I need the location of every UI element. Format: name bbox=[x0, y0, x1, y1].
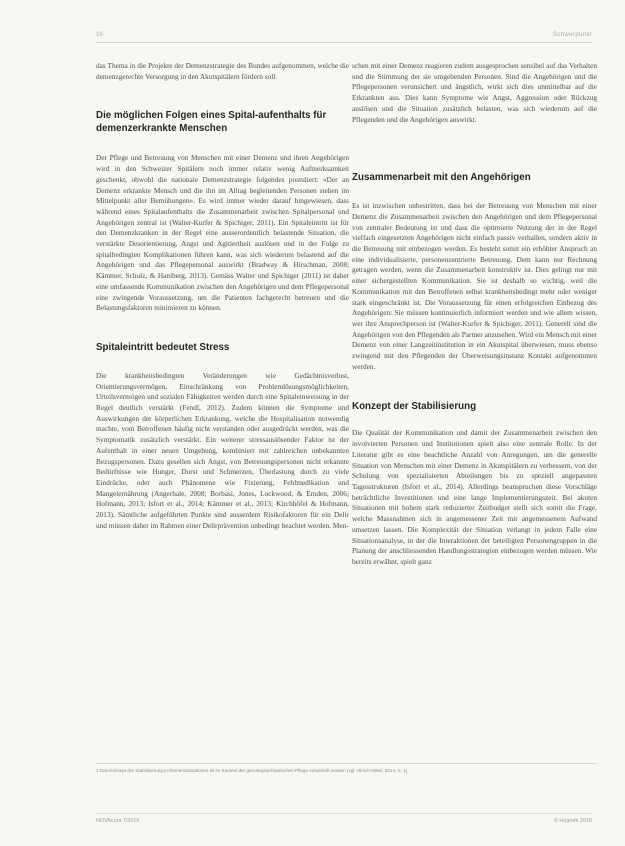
footer-journal: NOVAcura 7/2016 bbox=[96, 818, 140, 824]
heading-stabilisierung: Konzept der Stabilisierung bbox=[352, 401, 477, 413]
page-footer bbox=[96, 813, 592, 824]
paragraph-pflege: Der Pflege und Betreuung von Menschen mit einer Demenz und ihren Angehörigen wird in den Schweizer Spitälern noch immer relativ wenig Aufmerksamkeit geschenkt, obwohl die nationale Demenzstrategie folgendes postuliert: «Der an Demenz erkrankte Mensch und die ihn im Alltag begleitenden Personen stehen im Mittelpunkt aller Bemühungen». Es wird immer wieder darauf hingewiesen, dass während eines Spitalaufenthalts die Zusammenarbeit zwischen Spitalpersonal und Angehörigen zentral ist (Walter-Kurfer & Spichiger, 2011). Ein Spitaleintritt ist für den Demenzkranken in der Regel eine ausserordentlich belastende Situation, die verstärkte Desorientierung, Angst und Agitiertheit auslösen und in der Folge zu spitalbedingten Komplikationen führen kann, was sich wiederum belastend auf die Angehörigen und das Pflegepersonal auswirkt (Bradway & Hirschman, 2008; Kämmer, Schulz, & Haniberg, 2013). Gemäss Walter und Spichiger (2011) ist daher eine umfassende Kommunikation zwischen den Angehörigen und dem Pflegepersonal eine zwingende Voraussetzung, um die Patienten fachgerecht betreuen und die Belastungsfaktoren minimieren zu können. bbox=[96, 153, 349, 313]
intro-paragraph: das Thema in die Projekte der Demenzstrategie des Bundes aufgenommen, welche die demenzgerechte Versorgung in den Akutspitälern fördern soll. bbox=[96, 61, 349, 81]
footer-copyright: © Hogrefe 2016 bbox=[553, 818, 592, 824]
paragraph-continuation: schen mit einer Demenz reagieren zudem ausgesprochen sensibel auf das Verhalten und die Stimmung der sie umgebenden Personen. Sind die Angehörigen und die Pflegepersonen verunsichert und ängstlich, wirkt sich dies unmittelbar auf die Erkrankten aus. Dies kann Symptome wie Angst, Aggression oder Rückzug auslösen und die Situation zusätzlich belasten, was sich wiederum auf die Pflegenden und die Angehörigen auswirkt. bbox=[352, 61, 597, 124]
left-column bbox=[96, 61, 349, 532]
paragraph-zusammenarbeit: Es ist inzwischen unbestritten, dass bei der Betreuung von Menschen mit einer Demenz die Zusammenarbeit zwischen den Angehörigen und dem Pflegepersonal von zentraler Bedeutung ist und dass die optimierte Nutzung der in der Regel vielfach eingesetzten Angehörigen nicht einfach passiv verhallen, sondern aktiv in die Betreuung mit einbezogen werden. Es besteht somit ein erhöhter Anspruch an eine individualisierte, personenzentrierte Betreuung. Dem kann nur Rechnung getragen werden, wenn die Zusammenarbeit konstruktiv ist. Dies gelingt nur mit einer sichergestellten Kommunikation. Sie ist deshalb so wichtig, weil die Kommunikation mit den Betroffenen selbst krankheitsbedingt mehr oder weniger stark eingeschränkt ist. Die Voraussetzung für einen erfolgreichen Einbezug des Angehörigen: Sie müssen kontinuierlich informiert werden und wie allem wissen, wer ihre Ansprechperson ist (Walter-Kurfer & Spichiger, 2011). Generell sind die Angehörigen von den Pflegenden als Partner anzusehen. Wird ein Mensch mit einer Demenz von einer Langzeitinstitution in ein Akutspital überwiesen, muss ebenso zwingend mit den Pflegenden der Überweisungsinstanz Kontakt aufgenommen werden. bbox=[352, 201, 597, 371]
paragraph-stabilisierung: Die Qualität der Kommunikation und damit der Zusammenarbeit zwischen den involvierten Personen und Institutionen spielt also eine zentrale Rolle. In der Literatur gibt es eine beachtliche Anzahl von Anregungen, um die generelle Situation von Menschen mit einer Demenz in Akutspitälern zu verbessern, von der Schulung von spezialisierten Abteilungen bis zu speziell angepassten Tagesstrukturen (Isfort et al., 2014). Allerdings beanspruchen diese Vorschläge beträchtliche Investitionen und eine lange Implementierungszeit. Bei akuten Situationen mit hohem stark reduzierter Zeitbudget stellt sich somit die Frage, welche Massnahmen sich in angemessener Zeit mit angemessenem Aufwand umsetzen lassen. Die Komplexität der Situation verlangt in jedem Falle eine Situationsanalyse, in der die Interaktionen der beteiligten Personengruppen in die Planung der anschliessenden Handlungsstrategien einbezogen werden müssen. Wie bereits erwähnt, spielt ganz bbox=[352, 428, 597, 566]
paragraph-veraenderungen: Die krankheitsbedingten Veränderungen wie Gedächtnisverlust, Orientierungsvermögen, Einschränkung von Problemlösungsmöglichkeiten, Urteilsvermögen und sozialen Fähigkeiten werden durch eine Spitaleinweisung in der Regel deutlich verstärkt (Fendl, 2012). Zudem können die Symptome und Auswirkungen der körperlichen Erkrankung, welche die Hospitalisation notwendig machte, vom Betroffenen häufig nicht verstanden oder ausgedrückt werden, was die Symptomatik zusätzlich verstärkt. Ein weiterer stressauslösender Faktor ist der Aufenthalt in einer neuen Umgebung, kombiniert mit zahlreichen unbekannten Bezugspersonen. Dazu gesellen sich Angst, von Betreuungspersonen nicht erkannte Bedürfnisse wie Hunger, Durst und Schmerzen, Überlastung durch zu viele Eindrücke, oder auch Phänomene wie Fixierung, Fehlmedikation und Mangelernährung (Angerhale, 2008; Borbasi, Jones, Lockwood, & Emden, 2006; Hofmann, 2013; Isfort et al., 2014; Kämmer et al., 2013; Kirchhöfel & Hofmann, 2013). Sämtliche aufgeführten Punkte sind ausserdem Risikofaktoren für ein Delir und müssen daher im Rahmen einer Delirprävention unbedingt beachtet werden. Men- bbox=[96, 370, 349, 530]
heading-spital-folgen: Die möglichen Folgen eines Spital-aufenthalts für demenzerkrankte Menschen bbox=[96, 110, 327, 135]
heading-zusammenarbeit: Zusammenarbeit mit den Angehörigen bbox=[352, 172, 531, 184]
right-column bbox=[352, 61, 597, 568]
page-number: 16 bbox=[96, 32, 103, 38]
heading-spitaleintritt-stress: Spitaleintritt bedeutet Stress bbox=[96, 341, 230, 353]
footnote: 1 Das Konzept der Stabilisierung in Demenzsituationen ist im Kontext der gerontopsychiatrischen Pflege entwickelt worden (vgl. Hirsch-Nötel, 2014, S. 1). bbox=[96, 763, 597, 773]
section-label: Schwerpunkt bbox=[552, 32, 592, 38]
page-header bbox=[96, 30, 592, 43]
